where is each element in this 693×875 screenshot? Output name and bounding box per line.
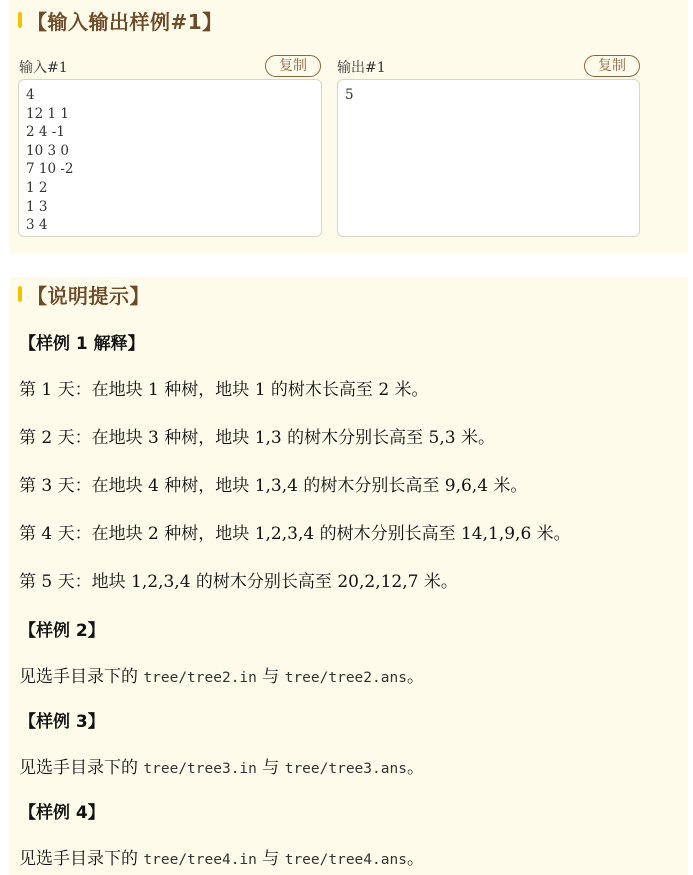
hint-panel bbox=[10, 277, 688, 875]
hint-section-title: 【说明提示】 bbox=[27, 283, 150, 308]
input-line: 3 4 bbox=[26, 217, 48, 234]
io-sample-panel bbox=[10, 0, 688, 253]
copy-input-button[interactable]: 复制 bbox=[265, 55, 321, 77]
example3-text: 见选手目录下的 tree/tree3.in 与 tree/tree3.ans。 bbox=[19, 758, 424, 778]
day-explanation: 第 4 天：在地块 2 种树，地块 1,2,3,4 的树木分别长高至 14,1,9,6 米。 bbox=[19, 524, 571, 544]
input-line: 10 3 0 bbox=[26, 142, 69, 159]
output-line: 5 bbox=[345, 87, 354, 103]
input-line: 2 4 -1 bbox=[26, 124, 65, 141]
example1-heading: 【样例 1 解释】 bbox=[19, 334, 145, 354]
day-explanation: 第 3 天：在地块 4 种树，地块 1,3,4 的树木分别长高至 9,6,4 米。 bbox=[19, 476, 528, 496]
copy-output-button[interactable]: 复制 bbox=[584, 55, 640, 77]
example2-heading: 【样例 2】 bbox=[19, 621, 105, 641]
io-section-header bbox=[18, 6, 223, 34]
io-section-title: 【输入输出样例#1】 bbox=[27, 9, 223, 34]
day-explanation: 第 5 天：地块 1,2,3,4 的树木分别长高至 20,2,12,7 米。 bbox=[19, 572, 458, 592]
accent-bar bbox=[18, 12, 22, 28]
accent-bar bbox=[18, 286, 22, 302]
input-label: 输入#1 bbox=[19, 60, 68, 76]
input-line: 1 3 bbox=[26, 198, 48, 215]
example3-heading: 【样例 3】 bbox=[19, 712, 105, 732]
input-line: 4 bbox=[26, 87, 35, 103]
output-code-box[interactable] bbox=[337, 79, 640, 237]
hint-section-header bbox=[18, 280, 150, 308]
input-code-box[interactable] bbox=[18, 79, 322, 237]
day-explanation: 第 2 天：在地块 3 种树，地块 1,3 的树木分别长高至 5,3 米。 bbox=[19, 428, 495, 448]
output-label: 输出#1 bbox=[337, 60, 386, 76]
input-line: 12 1 1 bbox=[26, 105, 69, 122]
day-explanation: 第 1 天：在地块 1 种树，地块 1 的树木长高至 2 米。 bbox=[19, 380, 429, 400]
example2-text: 见选手目录下的 tree/tree2.in 与 tree/tree2.ans。 bbox=[19, 667, 424, 687]
input-line: 1 2 bbox=[26, 179, 48, 196]
example4-text: 见选手目录下的 tree/tree4.in 与 tree/tree4.ans。 bbox=[19, 849, 424, 869]
input-line: 7 10 -2 bbox=[26, 161, 74, 178]
example4-heading: 【样例 4】 bbox=[19, 803, 105, 823]
